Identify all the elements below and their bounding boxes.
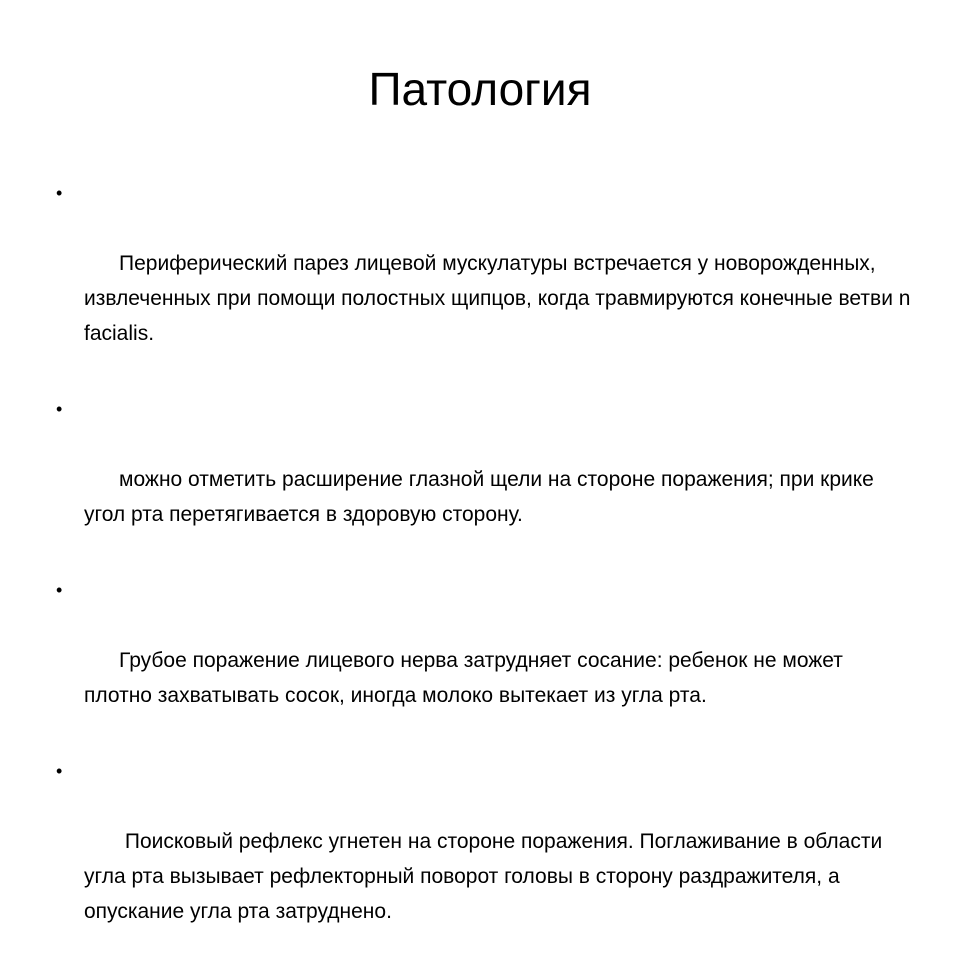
bullet-text: Поисковый рефлекс угнетен на стороне поражения. Поглаживание в области угла рта вызывает рефлекторный поворот головы в сторону раздражителя, а опускание угла рта затруднено. <box>84 830 889 923</box>
bullet-icon: • <box>56 399 63 419</box>
bullet-list <box>56 176 916 970</box>
bullet-item <box>56 176 916 386</box>
bullet-item <box>56 754 916 964</box>
bullet-icon: • <box>56 761 63 781</box>
slide-title: Патология <box>368 63 592 115</box>
bullet-text: можно отметить расширение глазной щели на стороне поражения; при крике угол рта перетягивается в здоровую сторону. <box>84 468 880 526</box>
bullet-icon: • <box>56 183 63 203</box>
bullet-icon: • <box>56 580 63 600</box>
bullet-item <box>56 392 916 567</box>
bullet-text: Грубое поражение лицевого нерва затрудняет сосание: ребенок не может плотно захватывать сосок, иногда молоко вытекает из угла рта. <box>84 649 849 707</box>
bullet-item <box>56 573 916 748</box>
bullet-text: Периферический парез лицевой мускулатуры встречается у новорожденных, извлеченных при помощи полостных щипцов, когда травмируются конечные ветви n facialis. <box>84 252 917 345</box>
